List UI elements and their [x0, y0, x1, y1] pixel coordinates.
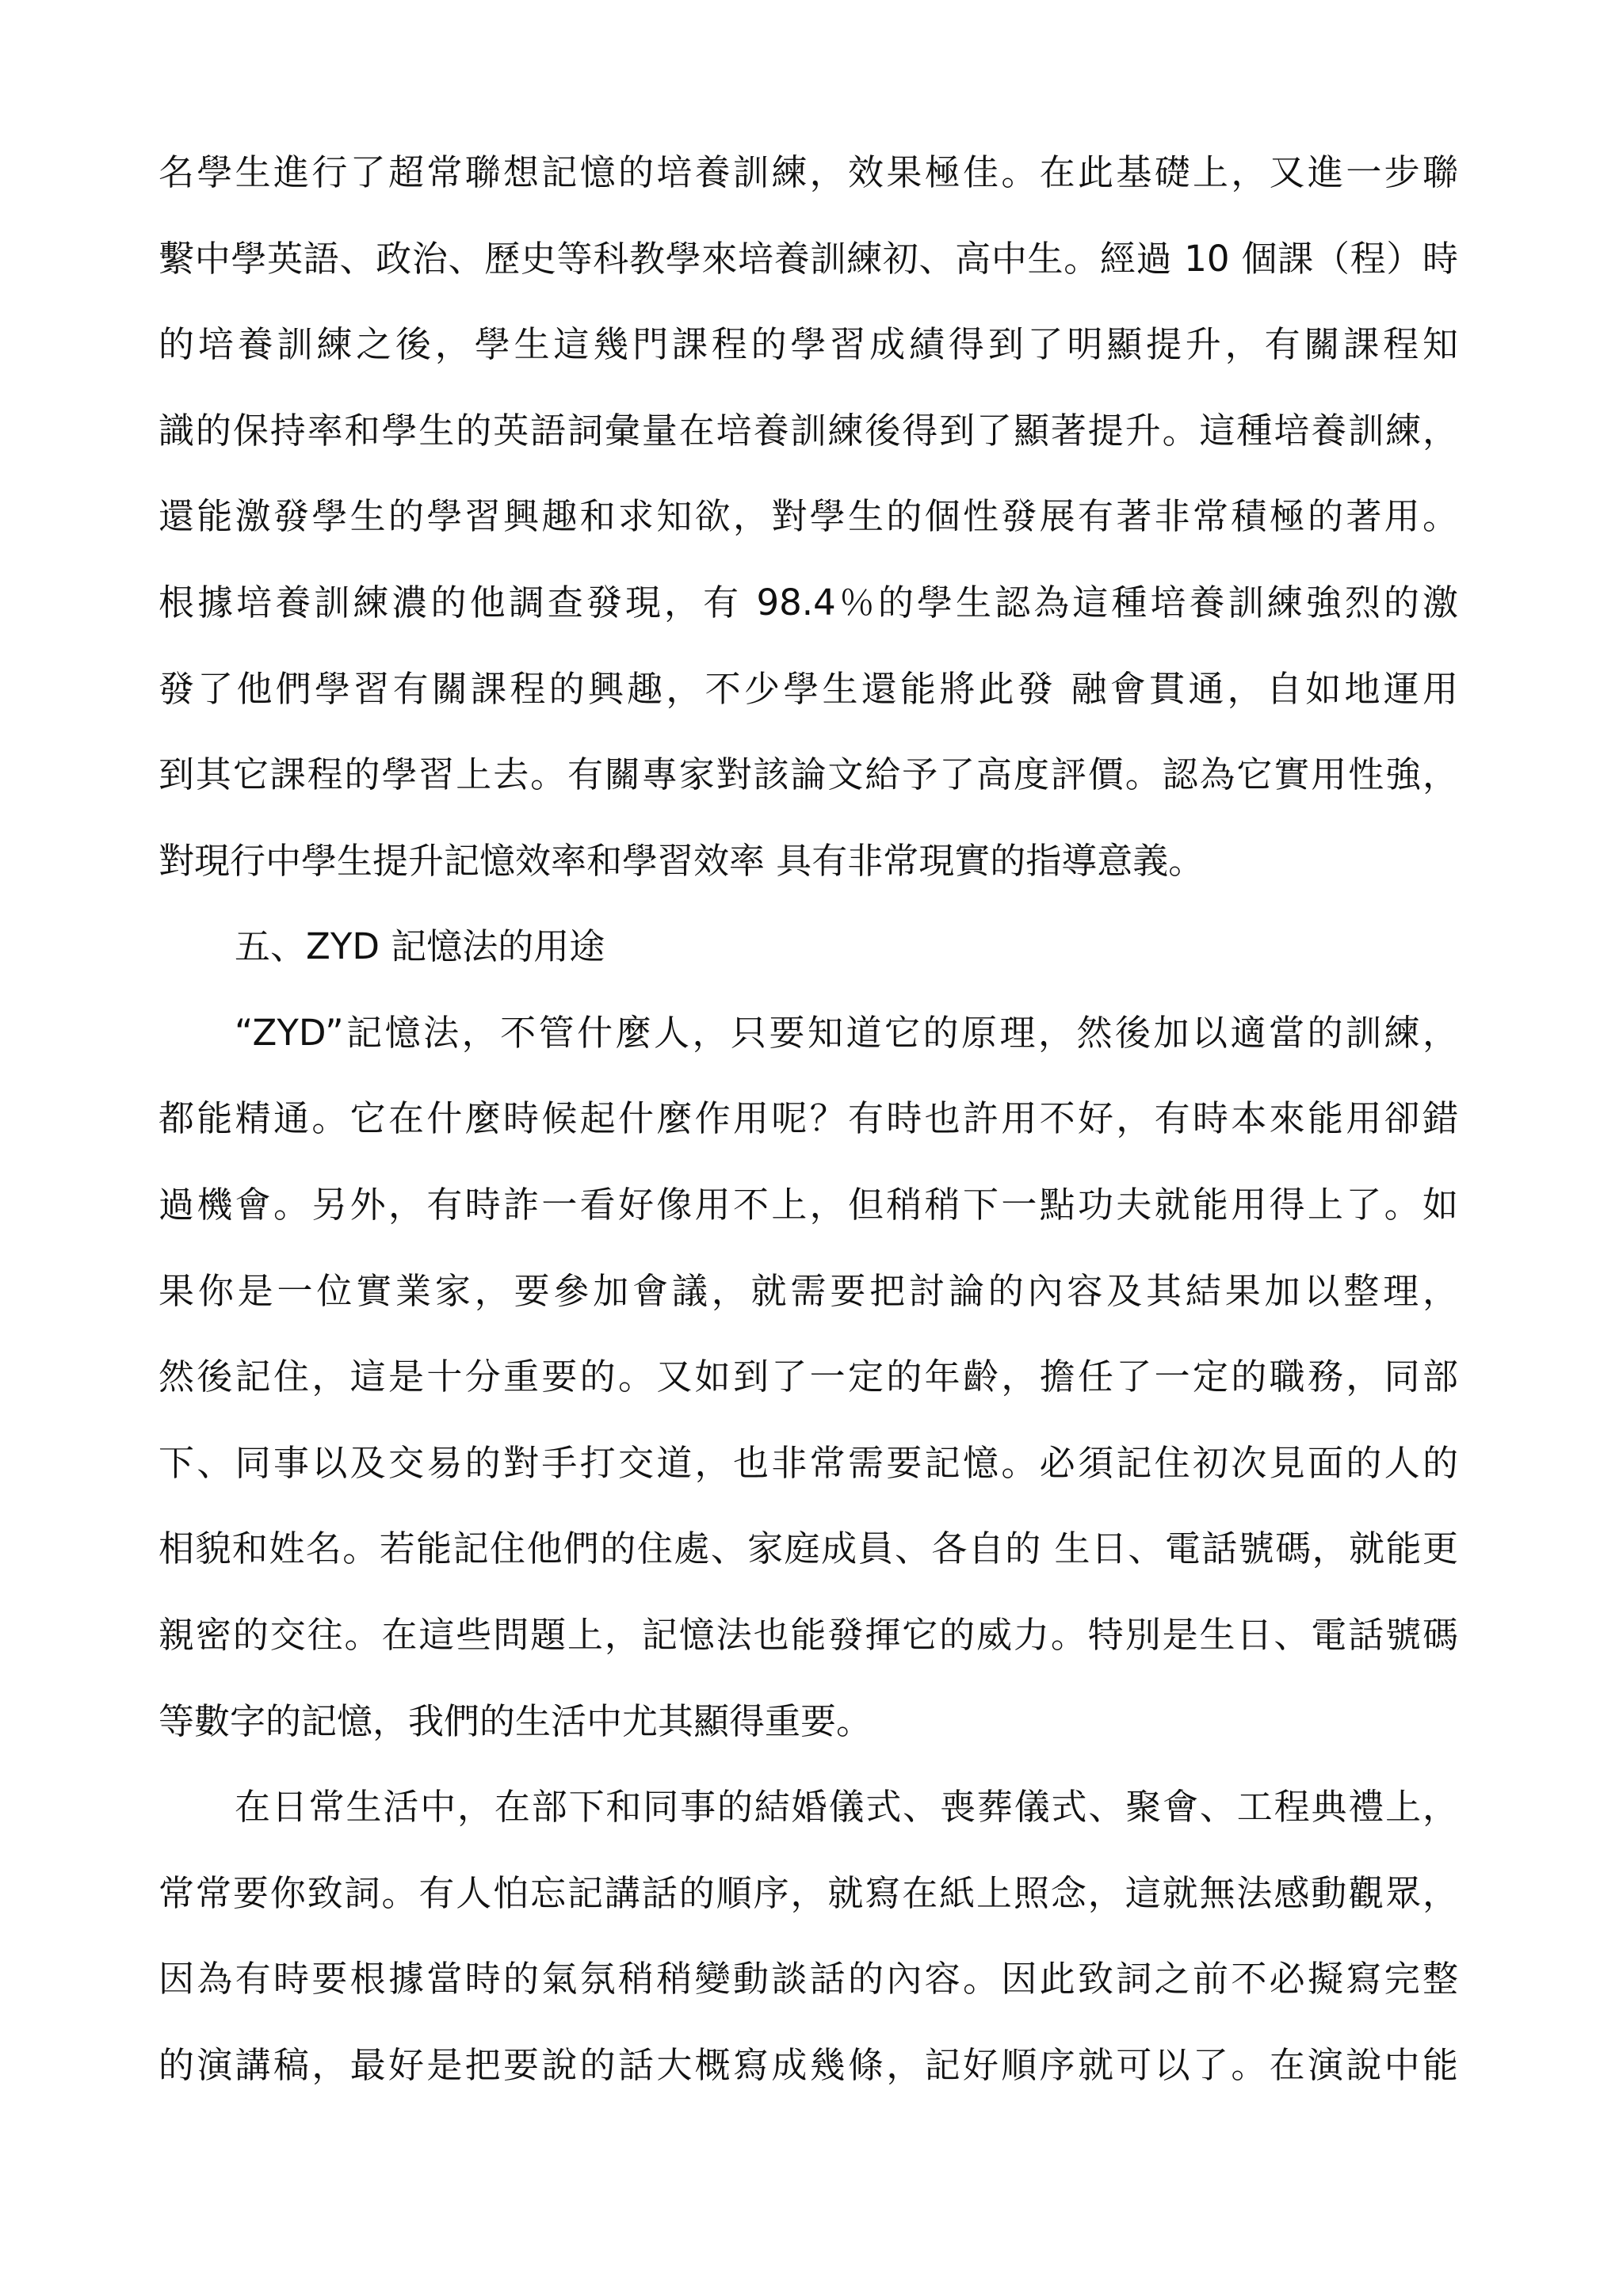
text-line: 下、同事以及交易的對手打交道，也非常需要記憶。必須記住初次見面的人的 [158, 1442, 1458, 1484]
text-line: 繫中學英語、政治、歷史等科教學來培養訓練初、高中生。經過 10 個課（程）時 [158, 238, 1458, 280]
text-line: “ZYD”記憶法，不管什麼人，只要知道它的原理，然後加以適當的訓練， [235, 1012, 1458, 1054]
text-line: 對現行中學生提升記憶效率和學習效率 具有非常現實的指導意義。 [158, 840, 1205, 882]
text-line: 還能激發學生的學習興趣和求知欲，對學生的個性發展有著非常積極的著用。 [158, 495, 1458, 537]
text-line: 識的保持率和學生的英語詞彙量在培養訓練後得到了顯著提升。這種培養訓練， [158, 410, 1458, 452]
text-line: 等數字的記憶，我們的生活中尤其顯得重要。 [158, 1700, 873, 1742]
text-line: 常常要你致詞。有人怕忘記講話的順序，就寫在紙上照念，這就無法感動觀眾， [158, 1872, 1458, 1914]
text-line: 過機會。另外，有時詐一看好像用不上，但稍稍下一點功夫就能用得上了。如 [158, 1184, 1458, 1226]
text-line: 到其它課程的學習上去。有關專家對該論文給予了高度評價。認為它實用性強， [158, 753, 1458, 795]
text-line: 親密的交往。在這些問題上，記憶法也能發揮它的威力。特別是生日、電話號碼 [158, 1614, 1458, 1656]
text-line: 因為有時要根據當時的氣氛稍稍變動談話的內容。因此致詞之前不必擬寫完整 [158, 1958, 1458, 2000]
text-line: 名學生進行了超常聯想記憶的培養訓練，效果極佳。在此基礎上，又進一步聯 [158, 151, 1458, 193]
text-line: 然後記住，這是十分重要的。又如到了一定的年齡，擔任了一定的職務，同部 [158, 1356, 1458, 1398]
text-line: 的培養訓練之後，學生這幾門課程的學習成績得到了明顯提升，有關課程知 [158, 323, 1458, 365]
text-line: 在日常生活中，在部下和同事的結婚儀式、喪葬儀式、聚會、工程典禮上， [235, 1786, 1458, 1828]
text-line: 發了他們學習有關課程的興趣，不少學生還能將此發 融會貫通，自如地運用 [158, 668, 1458, 710]
section-heading: 五、ZYD 記憶法的用途 [235, 925, 605, 967]
text-line: 相貌和姓名。若能記住他們的住處、家庭成員、各自的 生日、電話號碼，就能更 [158, 1527, 1458, 1569]
text-line: 根據培養訓練濃的他調查發現，有 98.4％的學生認為這種培養訓練強烈的激 [158, 582, 1458, 624]
text-line: 的演講稿，最好是把要說的話大概寫成幾條，記好順序就可以了。在演說中能 [158, 2044, 1458, 2086]
text-line: 都能精通。它在什麼時候起什麼作用呢？有時也許用不好，有時本來能用卻錯 [158, 1097, 1458, 1139]
text-line: 果你是一位實業家，要參加會議，就需要把討論的內容及其結果加以整理， [158, 1270, 1458, 1312]
